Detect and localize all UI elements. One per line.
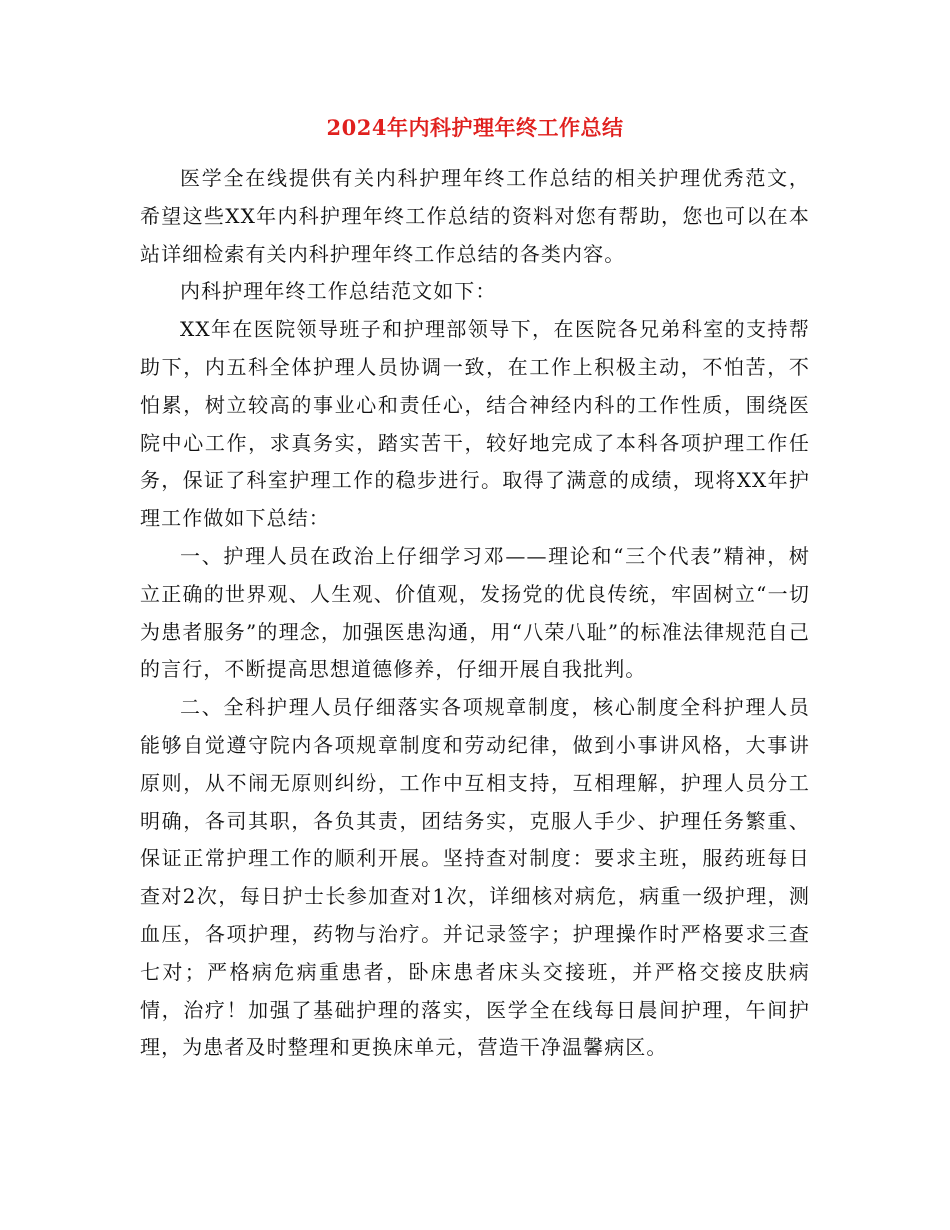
document-title: 2024年内科护理年终工作总结 — [326, 115, 624, 140]
paragraph-intro: 医学全在线提供有关内科护理年终工作总结的相关护理优秀范文，希望这些XX年内科护理年终工作总结的资料对您有帮助，您也可以在本站详细检索有关内科护理年终工作总结的各类内容。 — [140, 166, 810, 266]
paragraph-overview: XX年在医院领导班子和护理部领导下，在医院各兄弟科室的支持帮助下，内五科全体护理人员协调一致，在工作上积极主动，不怕苦，不怕累，树立较高的事业心和责任心，结合神经内科的工作性质，围绕医院中心工作，求真务实，踏实苦干，较好地完成了本科各项护理工作任务，保证了科室护理工作的稳步进行。取得了满意的成绩，现将XX年护理工作做如下总结： — [140, 317, 810, 531]
paragraph-lead: 内科护理年终工作总结范文如下： — [180, 279, 497, 304]
paragraph-section-one: 一、护理人员在政治上仔细学习邓——理论和“三个代表”精神，树立正确的世界观、人生观、价值观，发扬党的优良传统，牢固树立“一切为患者服务”的理念，加强医患沟通，用“八荣八耻”的标准法律规范自己的言行，不断提高思想道德修养，仔细开展自我批判。 — [140, 543, 810, 682]
paragraph-section-two: 二、全科护理人员仔细落实各项规章制度，核心制度全科护理人员能够自觉遵守院内各项规章制度和劳动纪律，做到小事讲风格，大事讲原则，从不闹无原则纠纷，工作中互相支持，互相理解，护理人员分工明确，各司其职，各负其责，团结务实，克服人手少、护理任务繁重、保证正常护理工作的顺利开展。坚持查对制度：要求主班，服药班每日查对2次，每日护士长参加查对1次，详细核对病危，病重一级护理，测血压，各项护理，药物与治疗。并记录签字；护理操作时严格要求三查七对；严格病危病重患者，卧床患者床头交接班，并严格交接皮肤病情，治疗！加强了基础护理的落实，医学全在线每日晨间护理，午间护理，为患者及时整理和更换床单元，营造干净温馨病区。 — [140, 695, 810, 1060]
document-body — [140, 160, 810, 1067]
